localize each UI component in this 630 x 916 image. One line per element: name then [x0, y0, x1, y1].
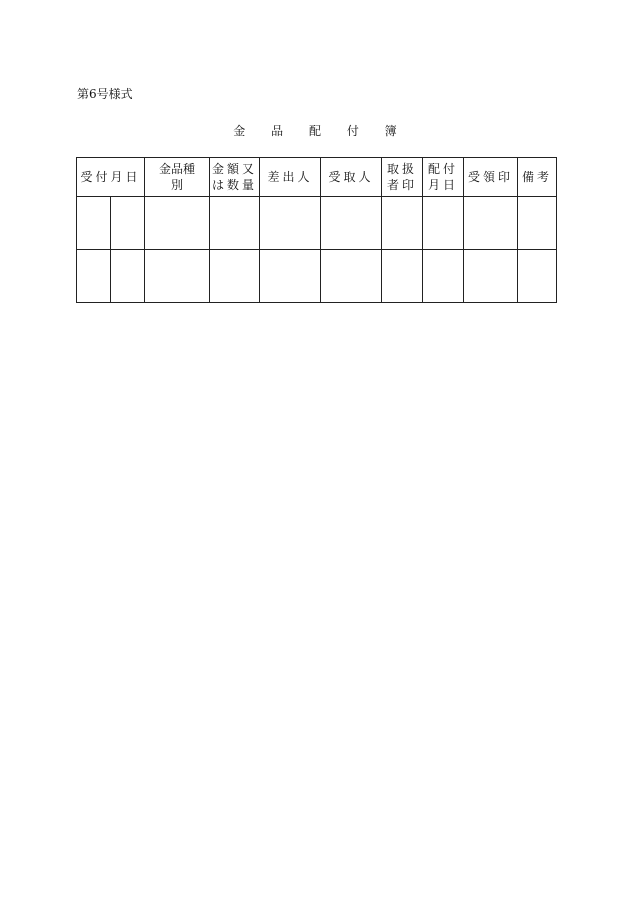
cell-remarks[interactable]: [518, 197, 557, 250]
cell-remarks[interactable]: [518, 250, 557, 303]
cell-day[interactable]: [111, 197, 145, 250]
cell-item-type[interactable]: [145, 250, 210, 303]
cell-amount[interactable]: [210, 250, 260, 303]
title-char: 品: [271, 124, 284, 138]
cell-handler-seal[interactable]: [382, 197, 423, 250]
cell-sender[interactable]: [260, 197, 321, 250]
header-delivery-date: 配付 月日: [423, 158, 464, 197]
cell-delivery-date[interactable]: [423, 250, 464, 303]
cell-month[interactable]: [77, 250, 111, 303]
header-received-date: 受付月日: [77, 158, 145, 197]
cell-recipient[interactable]: [321, 250, 382, 303]
cell-receipt-seal[interactable]: [464, 197, 518, 250]
cell-item-type[interactable]: [145, 197, 210, 250]
cell-handler-seal[interactable]: [382, 250, 423, 303]
header-item-type: 金品種 別: [145, 158, 210, 197]
table-row: [77, 250, 557, 303]
header-remarks: 備考: [518, 158, 557, 197]
header-handler-seal: 取扱 者印: [382, 158, 423, 197]
form-number: 第6号様式: [77, 87, 133, 101]
cell-delivery-date[interactable]: [423, 197, 464, 250]
header-row: [77, 158, 557, 197]
header-amount-quantity: 金額又 は数量: [210, 158, 260, 197]
title-char: 付: [346, 124, 359, 138]
delivery-ledger-table: [76, 157, 557, 303]
table-row: [77, 197, 557, 250]
title-char: 簿: [384, 124, 397, 138]
document-title: [0, 122, 630, 139]
cell-recipient[interactable]: [321, 197, 382, 250]
header-receipt-seal: 受領印: [464, 158, 518, 197]
header-sender: 差出人: [260, 158, 321, 197]
cell-receipt-seal[interactable]: [464, 250, 518, 303]
cell-sender[interactable]: [260, 250, 321, 303]
cell-month[interactable]: [77, 197, 111, 250]
cell-amount[interactable]: [210, 197, 260, 250]
title-char: 金: [233, 124, 246, 138]
title-char: 配: [308, 124, 321, 138]
cell-day[interactable]: [111, 250, 145, 303]
header-recipient: 受取人: [321, 158, 382, 197]
